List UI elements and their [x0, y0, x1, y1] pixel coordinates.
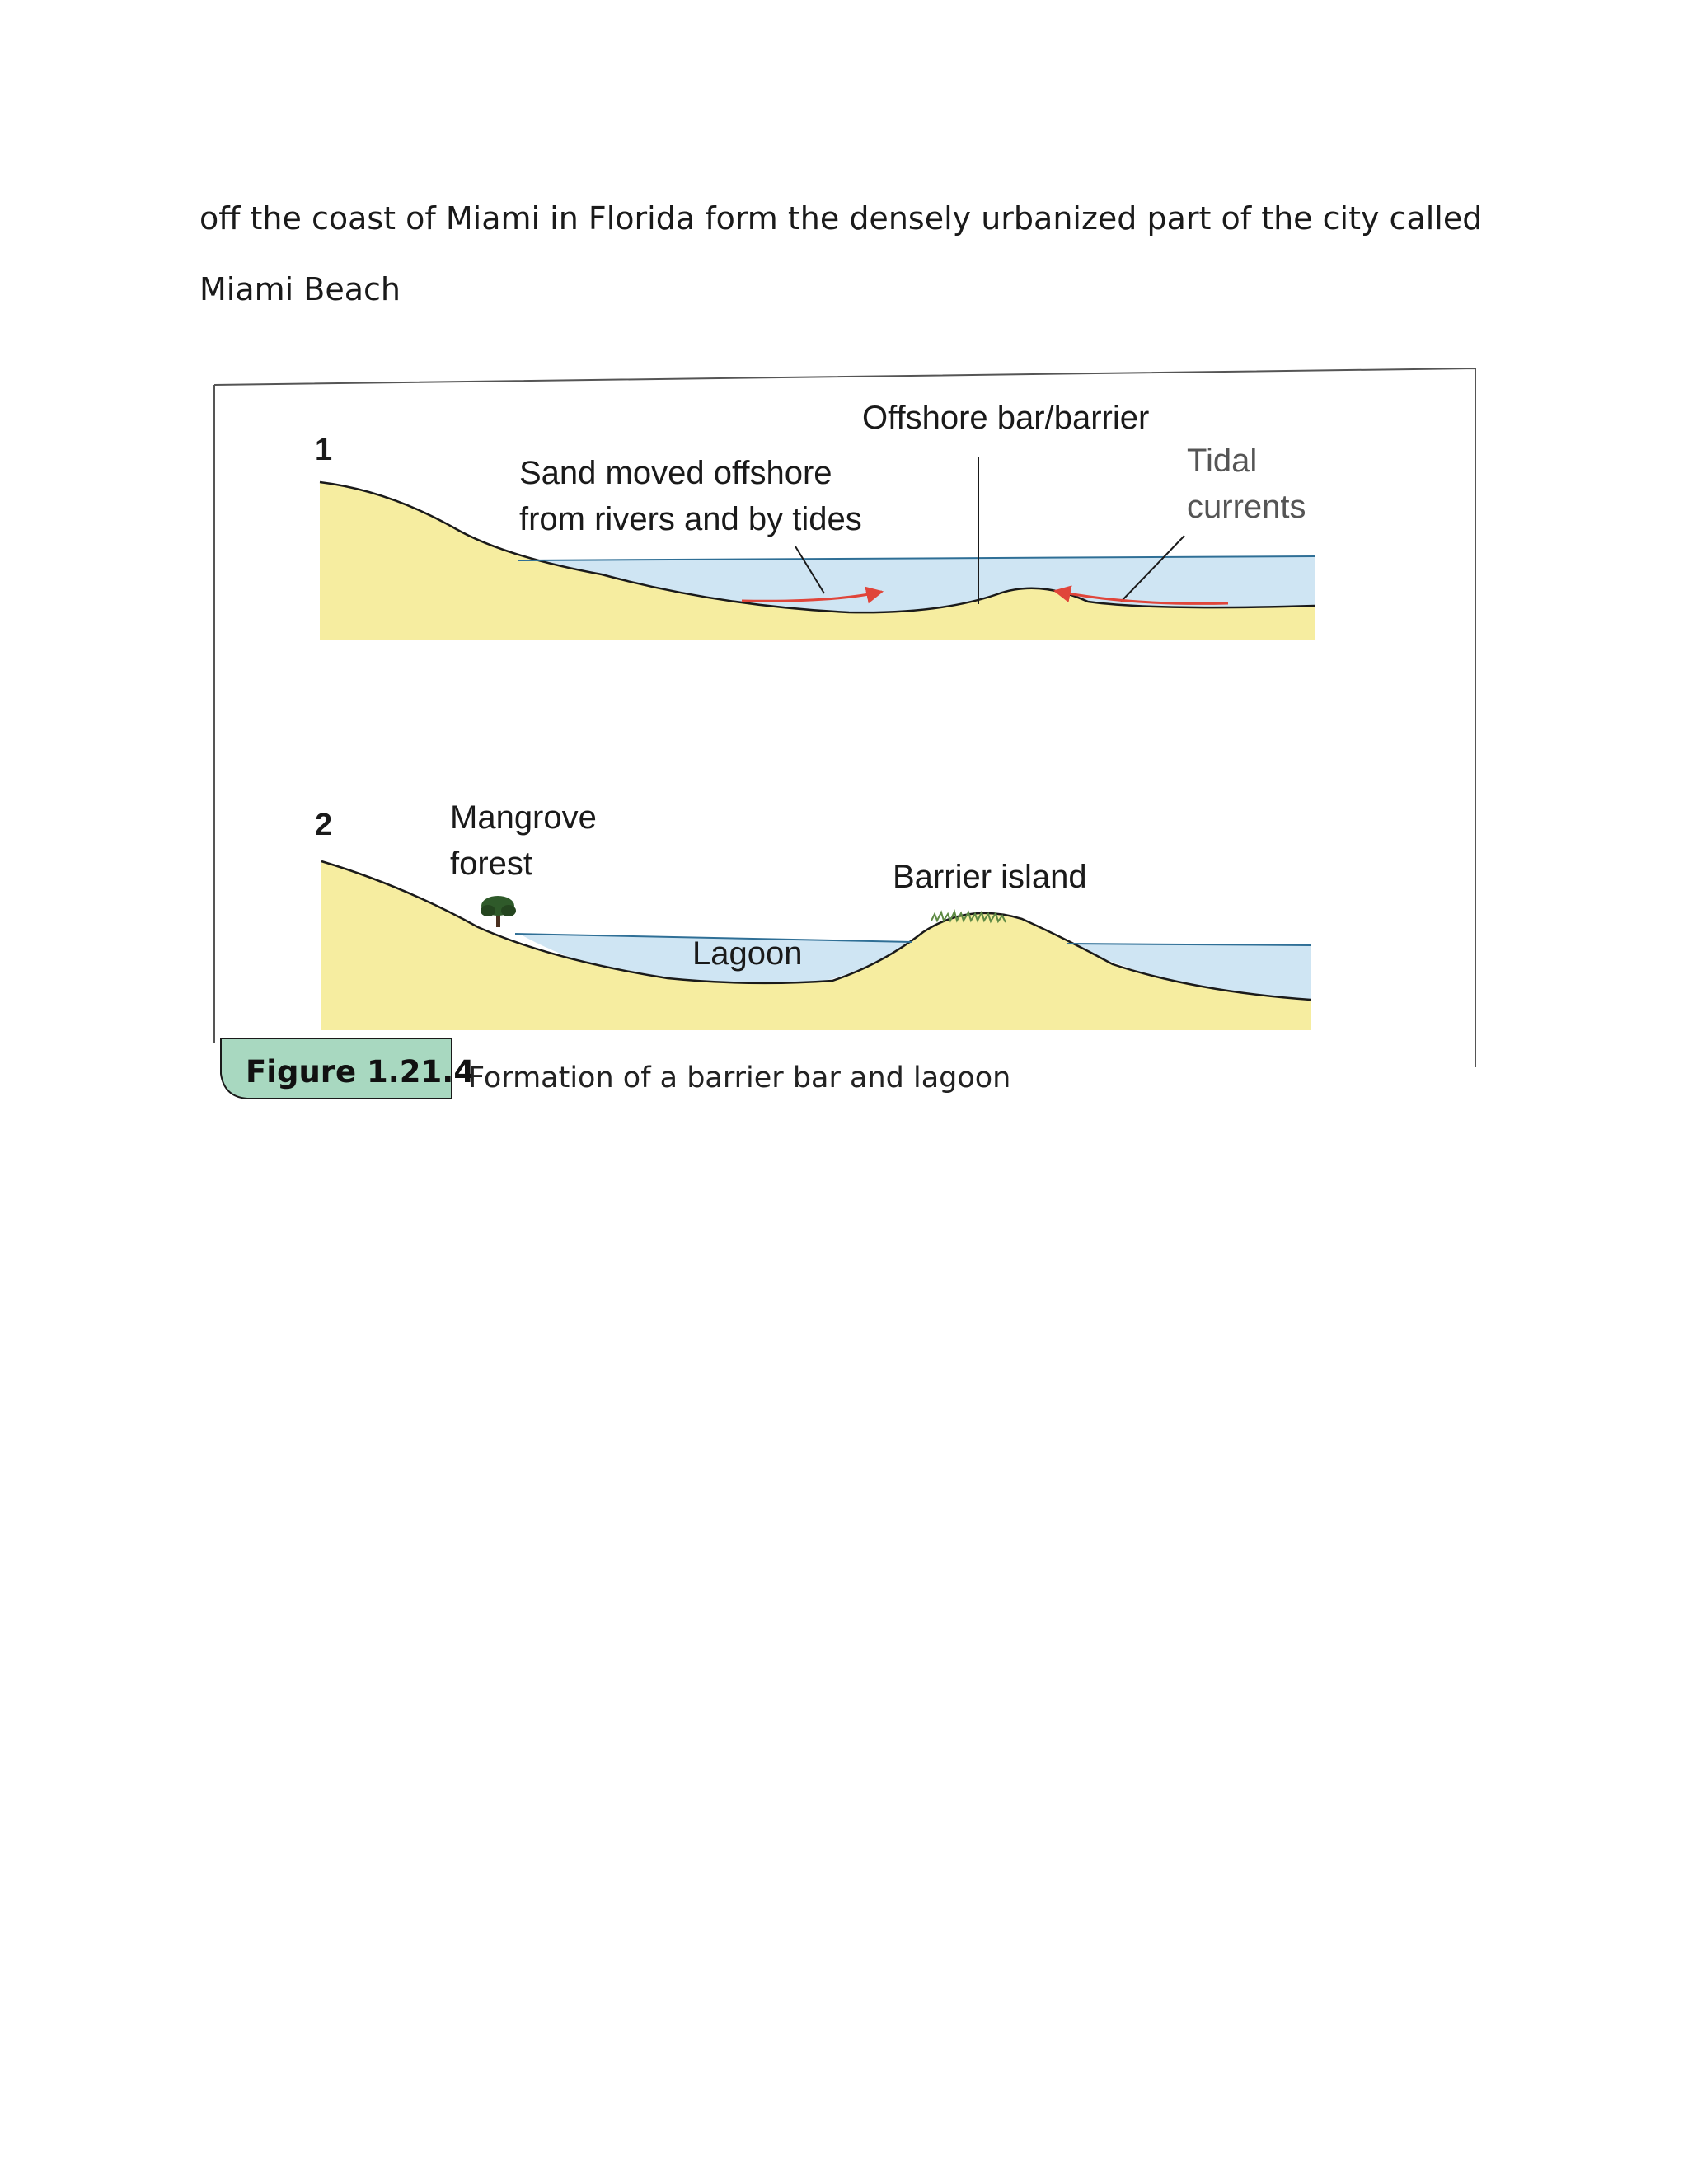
- tidal-label-line2: currents: [1187, 489, 1306, 525]
- paragraph-line-1: off the coast of Miami in Florida form the densely urbanized part of the city called: [199, 200, 1483, 237]
- mangrove-label-line1: Mangrove: [450, 799, 597, 836]
- mangrove-label-line2: forest: [450, 846, 533, 882]
- sand-label-line1: Sand moved offshore: [519, 455, 832, 491]
- sand-label-line2: from rivers and by tides: [519, 501, 862, 537]
- mangrove-tree-icon: [481, 896, 516, 927]
- panel-1: [315, 400, 1315, 640]
- tidal-label-line1: Tidal: [1187, 443, 1258, 479]
- caption-text: Formation of a barrier bar and lagoon: [468, 1062, 1011, 1094]
- barrier-island-label: Barrier island: [893, 859, 1087, 895]
- figure-caption: [221, 1038, 1010, 1099]
- panel1-number: 1: [315, 433, 333, 467]
- caption-number: Figure 1.21.4: [246, 1054, 476, 1090]
- barrier-bar-figure: [206, 359, 1484, 1108]
- panel-2: [315, 799, 1311, 1030]
- lagoon-label: Lagoon: [692, 935, 803, 972]
- panel2-number: 2: [315, 808, 333, 842]
- offshore-bar-label: Offshore bar/barrier: [862, 400, 1150, 436]
- paragraph-line-2: Miami Beach: [199, 271, 401, 307]
